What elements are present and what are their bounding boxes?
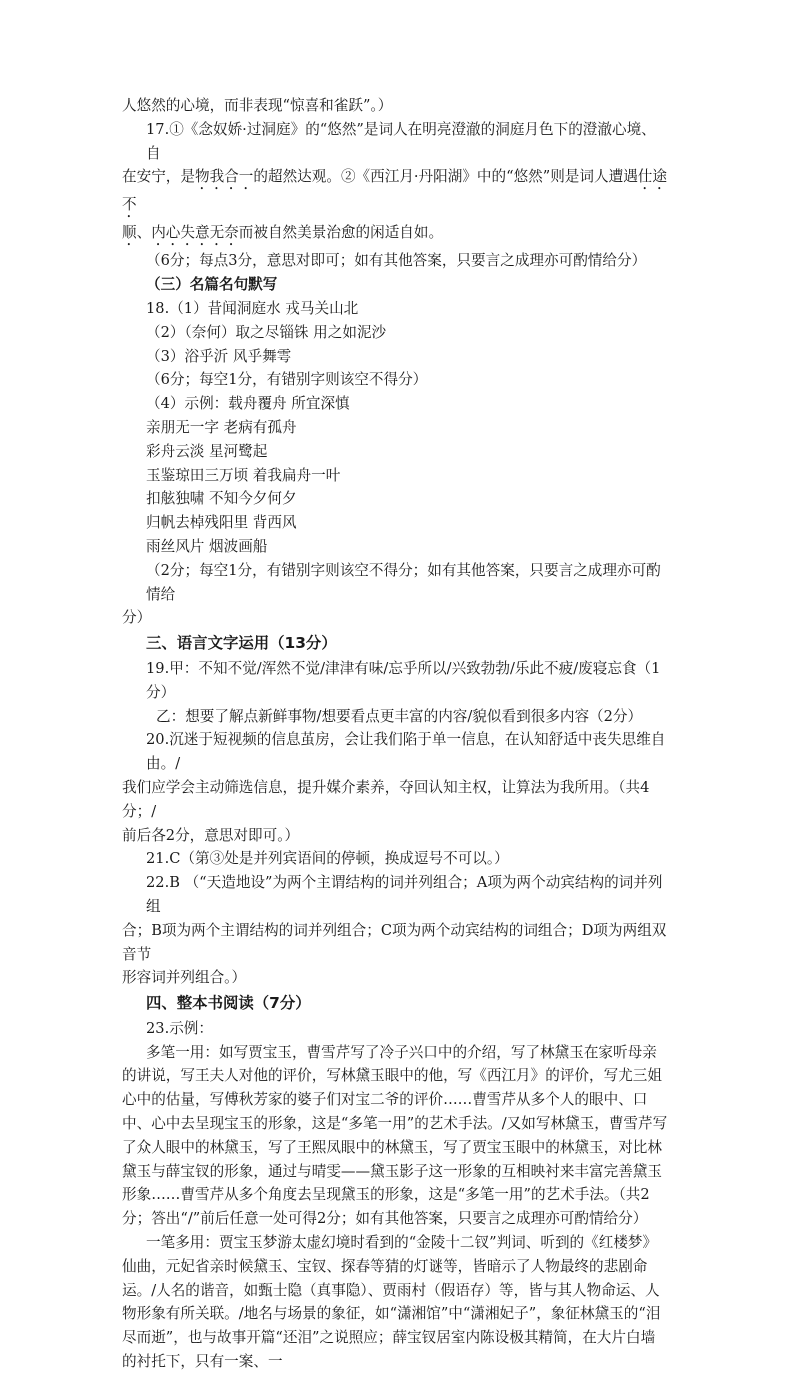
q18-part-4: （4）示例：载舟覆舟 所宜深慎 <box>146 395 350 413</box>
q18-score-note-2a: （2分；每空1分，有错别字则该空不得分；如有其他答案，只要言之成理亦可酌情给 <box>146 561 661 603</box>
q18-example-1: 亲朋无一字 老病有孤舟 <box>146 418 297 436</box>
q23-label: 23.示例： <box>146 1019 213 1037</box>
q18-part-3: （3）浴乎沂 风乎舞雩 <box>146 347 292 365</box>
q18-part-2: （2）（奈何）取之尽锱铢 用之如泥沙 <box>146 323 387 341</box>
q20-line-a: 20.沉迷于短视频的信息茧房，会让我们陷于单一信息，在认知舒适中丧失思维自由。/ <box>146 731 666 773</box>
q18-part-1: 18.（1）昔闻洞庭水 戎马关山北 <box>146 299 359 317</box>
q22-line-b: 合；B项为两个主谓结构的词并列组合；C项为两个动宾结构的词组合；D项为两组双音节 <box>122 921 667 963</box>
q17-line-2-text-a: 在安宁，是 <box>122 168 195 186</box>
q21-line: 21.C（第③处是并列宾语间的停顿，换成逗号不可以。） <box>146 850 509 868</box>
q18-example-5: 归帆去棹残阳里 背西风 <box>146 514 297 532</box>
q17-score-note: （6分；每点3分，意思对即可；如有其他答案，只要言之成理亦可酌情给分） <box>146 252 647 270</box>
q17-line-2-text-b: 的超然达观。②《西江月·丹阳湖》中的“悠然”则是词人遭遇 <box>253 168 638 186</box>
line-continuation: 人悠然的心境，而非表现“惊喜和雀跃”。） <box>122 97 393 114</box>
q18-score-note-2b: 分） <box>122 609 152 627</box>
section-three-heading: 三、语言文字运用（13分） <box>146 634 337 653</box>
q17-line-2 <box>122 165 668 221</box>
q18-score-note-1: （6分；每空1分，有错别字则该空不得分） <box>146 371 428 389</box>
q19-line-a: 19.甲：不知不觉/浑然不觉/津津有味/忘乎所以/兴致勃勃/乐此不疲/废寝忘食（1分） <box>146 659 661 701</box>
q19-line-b: 乙：想要了解点新鲜事物/想要看点更丰富的内容/貌似看到很多内容（2分） <box>156 707 643 725</box>
q20-line-c: 前后各2分，意思对即可。） <box>122 826 300 844</box>
q22-line-c: 形容词并列组合。） <box>122 969 247 987</box>
q18-example-6: 雨丝风片 烟波画船 <box>146 537 268 555</box>
q23-paragraph-1: 多笔一用：如写贾宝玉，曹雪芹写了冷子兴口中的介绍，写了林黛玉在家听母亲的讲说，写王夫人对他的评价，写林黛玉眼中的他，写《西江月》的评价，写尤三姐心中的估量，写傅秋芳家的婆子们对宝二爷的评价……曹雪芹从多个人的眼中、口中、心中去呈现宝玉的形象，这是“多笔一用”的艺术手法。/又如写林黛玉，曹雪芹写了众人眼中的林黛玉，写了王熙凤眼中的林黛玉，写了贾宝玉眼中的林黛玉，对比林黛玉与薛宝钗的形象，通过与晴雯——黛玉影子这一形象的互相映衬来丰富完善黛玉形象……曹雪芹从多个角度去呈现黛玉的形象，这是“多笔一用”的艺术手法。（共2分；答出“/”前后任意一处可得2分；如有其他答案，只要言之成理亦可酌情给分） <box>122 1043 668 1228</box>
q20-line-b: 我们应学会主动筛选信息，提升媒介素养，夺回认知主权，让算法为我所用。（共4分；/ <box>122 778 650 820</box>
section-3-heading: （三）名篇名句默写 <box>146 276 278 294</box>
q17-emphasis-1: 物我合一 <box>194 168 254 186</box>
q17-line-3-text: 而被自然美景治愈的闲适自如。 <box>238 224 444 242</box>
q17-emphasis-3: 顺、内心失意无奈 <box>122 224 239 242</box>
q17-line-1: 17.①《念奴娇·过洞庭》的“悠然”是词人在明亮澄澈的洞庭月色下的澄澈心境、自 <box>146 120 656 162</box>
q18-example-2: 彩舟云淡 星河鹭起 <box>146 442 268 460</box>
q17-line-3 <box>122 221 668 249</box>
q18-example-3: 玉鉴琼田三万顷 着我扁舟一叶 <box>146 466 341 484</box>
section-four-heading: 四、整本书阅读（7分） <box>146 994 311 1013</box>
q22-line-a: 22.B （“天造地设”为两个主谓结构的词并列组合；A项为两个动宾结构的词并列组 <box>146 874 663 915</box>
q18-example-4: 扣舷独啸 不知今夕何夕 <box>146 490 297 508</box>
q17-emphasis-2: 仕途不 <box>122 168 667 214</box>
q23-paragraph-2: 一笔多用：贾宝玉梦游太虚幻境时看到的“金陵十二钗”判词、听到的《红楼梦》仙曲，元妃省亲时候黛玉、宝钗、探春等猜的灯谜等，皆暗示了人物最终的悲剧命运。/人名的谐音，如甄士隐（真事隐）、贾雨村（假语存）等，皆与其人物命运、人物形象有所关联。/地名与场景的象征，如“潇湘馆”中“潇湘妃子”，象征林黛玉的“泪尽而逝”，也与故事开篇“还泪”之说照应；薛宝钗居室内陈设极其精简，在大片白墙的衬托下，只有一案、一 <box>122 1234 661 1371</box>
